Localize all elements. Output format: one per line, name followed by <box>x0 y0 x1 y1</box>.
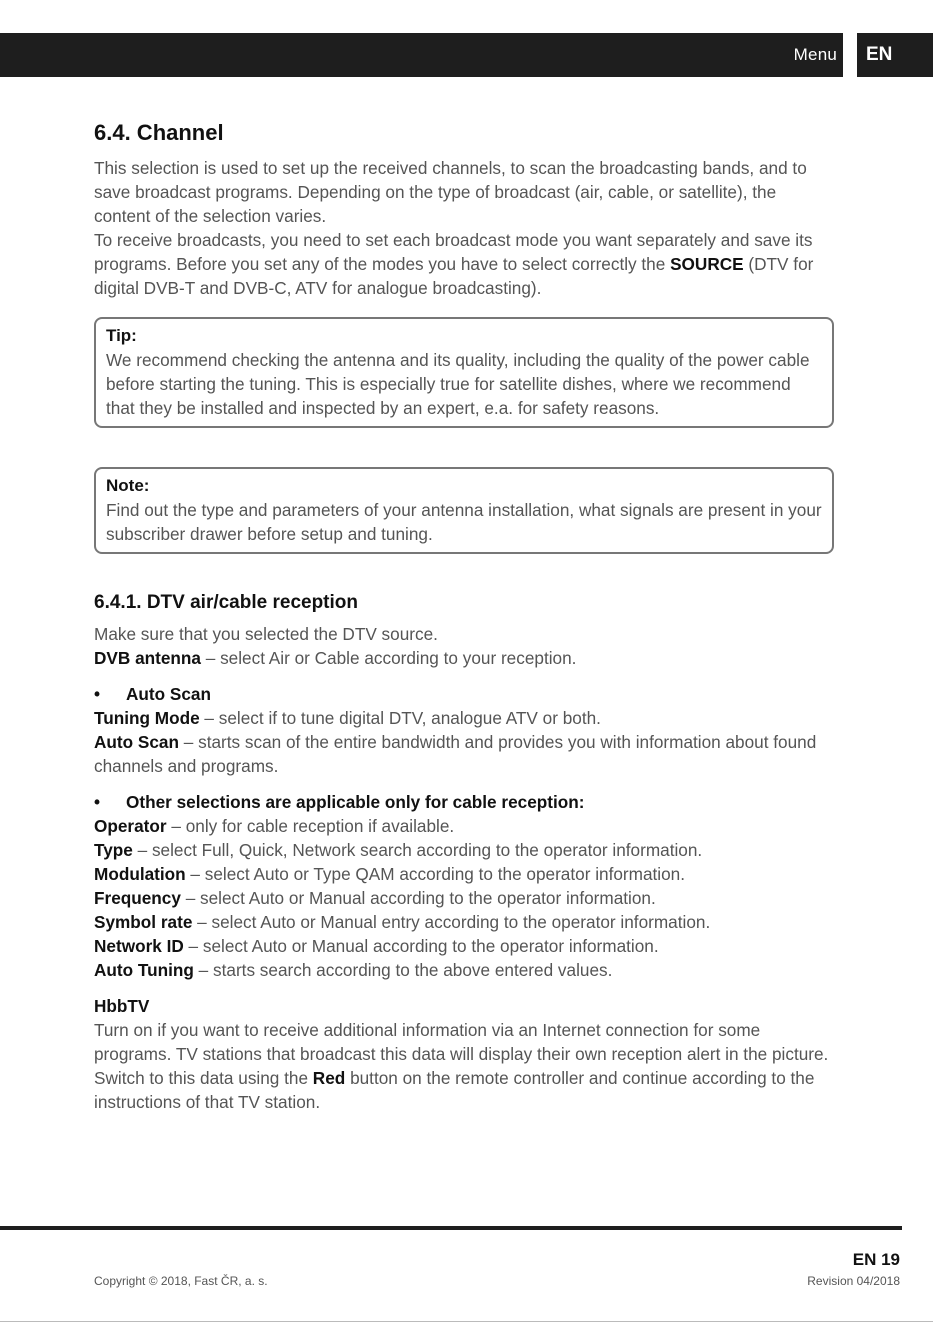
tuning-mode-text: – select if to tune digital DTV, analogue ATV or both. <box>199 708 601 728</box>
bullet-icon: • <box>94 792 101 812</box>
language-label: EN <box>866 44 893 65</box>
language-badge <box>857 33 933 77</box>
modulation-label: Modulation <box>94 864 186 884</box>
frequency-label: Frequency <box>94 888 181 908</box>
note-box <box>94 467 834 554</box>
intro-paragraph-1: This selection is used to set up the received channels, to scan the broadcasting bands, and to save broadcast programs. Depending on the type of broadcast (air, cable, or satellite), the content of the selection varies. <box>94 158 807 226</box>
auto-tuning-text: – starts search according to the above entered values. <box>193 960 613 980</box>
symbol-rate-text: – select Auto or Manual entry according to the operator information. <box>192 912 711 932</box>
auto-scan-line <box>94 730 834 778</box>
page-number: EN 19 <box>852 1250 900 1269</box>
modulation-text: – select Auto or Type QAM according to the operator information. <box>185 864 685 884</box>
network-id-label: Network ID <box>94 936 184 956</box>
intro-2-text: To receive broadcasts, you need to set each broadcast mode you want separately and save its programs. Before you set any of the modes you have to select correctly the <box>94 230 813 274</box>
operator-label: Operator <box>94 816 167 836</box>
subsection-title: 6.4.1. DTV air/cable reception <box>94 592 358 613</box>
type-text: – select Full, Quick, Network search according to the operator information. <box>132 840 703 860</box>
section-title: 6.4. Channel <box>94 120 224 145</box>
dtv-source-line: Make sure that you selected the DTV source. <box>94 624 438 644</box>
auto-tuning-line <box>94 958 834 982</box>
intro-2-tail: (DTV for digital DVB-T and DVB-C, ATV for analogue broadcasting). <box>94 254 814 298</box>
hbbtv-text: Turn on if you want to receive additional information via an Internet connection for some programs. TV stations that broadcast this data will display their own reception alert in the picture. Switch to this data using the <box>94 1020 829 1088</box>
tip-box <box>94 317 834 428</box>
auto-scan-heading <box>94 682 834 706</box>
dvb-antenna-label: DVB antenna <box>94 648 201 668</box>
footer-divider <box>0 1226 902 1230</box>
dvb-antenna-line <box>94 646 834 670</box>
bullet-icon: • <box>94 684 101 704</box>
red-button-keyword: Red <box>312 1068 346 1088</box>
auto-scan-heading-text: Auto Scan <box>126 684 211 704</box>
page-bottom-border <box>0 1321 933 1322</box>
operator-line <box>94 814 834 838</box>
note-title: Note: <box>106 476 150 495</box>
auto-tuning-label: Auto Tuning <box>94 960 194 980</box>
header-bar <box>0 33 843 77</box>
cable-heading-text: Other selections are applicable only for cable reception: <box>126 792 585 812</box>
modulation-line <box>94 862 834 886</box>
hbbtv-paragraph <box>94 1018 834 1114</box>
type-line <box>94 838 834 862</box>
tuning-mode-line <box>94 706 834 730</box>
menu-link[interactable]: Menu <box>793 45 837 64</box>
frequency-line <box>94 886 834 910</box>
source-keyword: SOURCE <box>670 254 744 274</box>
hbbtv-tail: button on the remote controller and continue according to the instructions of that TV station. <box>94 1068 815 1112</box>
tip-title: Tip: <box>106 326 137 345</box>
tuning-mode-label: Tuning Mode <box>94 708 200 728</box>
symbol-rate-label: Symbol rate <box>94 912 193 932</box>
tip-text: We recommend checking the antenna and its quality, including the quality of the power cable before starting the tuning. This is especially true for satellite dishes, where we recommend that they be installed and inspected by an expert, e.a. for safety reasons. <box>106 350 810 418</box>
network-id-text: – select Auto or Manual according to the operator information. <box>183 936 659 956</box>
revision-text: Revision 04/2018 <box>807 1274 900 1288</box>
intro-paragraph-2 <box>94 228 834 300</box>
auto-scan-text: – starts scan of the entire bandwidth and provides you with information about found channels and programs. <box>94 732 817 776</box>
frequency-text: – select Auto or Manual according to the operator information. <box>180 888 656 908</box>
network-id-line <box>94 934 834 958</box>
cable-heading <box>94 790 834 814</box>
type-label: Type <box>94 840 133 860</box>
note-text: Find out the type and parameters of your antenna installation, what signals are present in your subscriber drawer before setup and tuning. <box>106 500 822 544</box>
auto-scan-label: Auto Scan <box>94 732 179 752</box>
copyright-text: Copyright © 2018, Fast ČR, a. s. <box>94 1274 268 1288</box>
main-content <box>94 120 834 1114</box>
dvb-antenna-text: – select Air or Cable according to your reception. <box>205 648 577 668</box>
operator-text: – only for cable reception if available. <box>166 816 455 836</box>
hbbtv-title: HbbTV <box>94 996 150 1016</box>
symbol-rate-line <box>94 910 834 934</box>
